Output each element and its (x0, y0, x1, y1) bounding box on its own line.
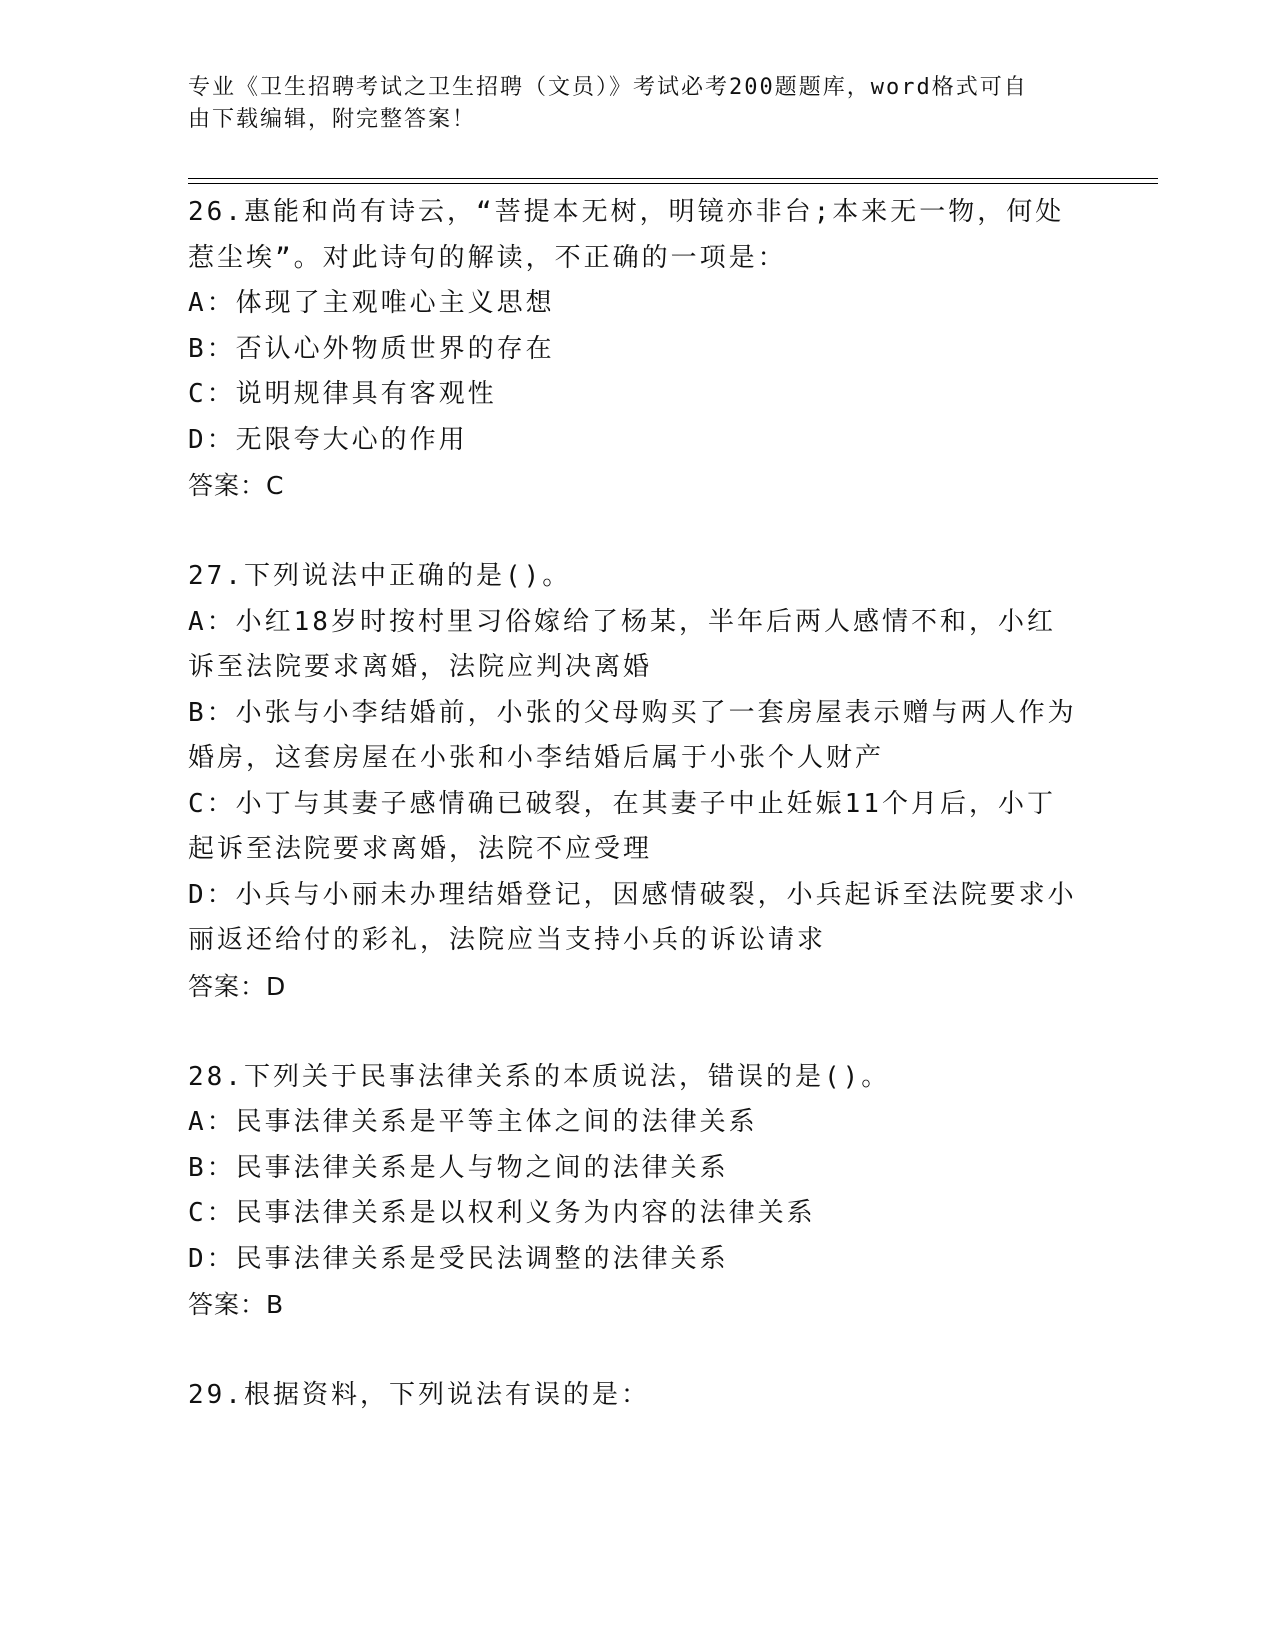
question-26 (188, 190, 1088, 509)
header-line-2: 由下载编辑，附完整答案！ (188, 107, 477, 132)
question-stem-line: 26.惠能和尚有诗云，“菩提本无树，明镜亦非台;本来无一物，何处 (188, 197, 1065, 227)
option-d: D：无限夸大心的作用 (188, 424, 468, 455)
option-d: D：小兵与小丽未办理结婚登记，因感情破裂，小兵起诉至法院要求小 (188, 879, 1077, 910)
question-stem-line: 29.根据资料，下列说法有误的是： (188, 1380, 650, 1410)
option-a: A：小红18岁时按村里习俗嫁给了杨某，半年后两人感情不和，小红 (188, 606, 1056, 637)
question-27 (188, 554, 1088, 1009)
answer: 答案：C (188, 471, 285, 500)
option-c: C：说明规律具有客观性 (188, 379, 497, 409)
option-c-continued: 起诉至法院要求离婚，法院不应受理 (188, 834, 653, 864)
option-a: A：体现了主观唯心主义思想 (188, 288, 555, 318)
option-b: B：否认心外物质世界的存在 (188, 333, 555, 364)
option-d-continued: 丽返还给付的彩礼，法院应当支持小兵的诉讼请求 (188, 925, 827, 955)
option-b: B：小张与小李结婚前，小张的父母购买了一套房屋表示赠与两人作为 (188, 697, 1077, 728)
question-stem-line: 27.下列说法中正确的是()。 (188, 561, 572, 591)
header-divider-top (188, 178, 1158, 179)
question-list (188, 190, 1088, 1419)
option-b-continued: 婚房，这套房屋在小张和小李结婚后属于小张个人财产 (188, 743, 885, 773)
question-28 (188, 1055, 1088, 1328)
option-d: D：民事法律关系是受民法调整的法律关系 (188, 1243, 729, 1274)
option-c: C：小丁与其妻子感情确已破裂，在其妻子中止妊娠11个月后，小丁 (188, 788, 1056, 819)
option-a-continued: 诉至法院要求离婚，法院应判决离婚 (188, 652, 653, 682)
question-stem-line: 28.下列关于民事法律关系的本质说法，错误的是()。 (188, 1061, 891, 1092)
document-header (188, 72, 1068, 136)
question-29 (188, 1373, 1088, 1419)
header-divider-bottom (188, 183, 1158, 184)
question-stem-line: 惹尘埃”。对此诗句的解读，不正确的一项是： (188, 242, 787, 273)
answer: 答案：D (188, 971, 287, 1001)
option-c: C：民事法律关系是以权利义务为内容的法律关系 (188, 1198, 816, 1228)
option-a: A：民事法律关系是平等主体之间的法律关系 (188, 1107, 758, 1137)
option-b: B：民事法律关系是人与物之间的法律关系 (188, 1152, 729, 1183)
answer: 答案：B (188, 1290, 285, 1319)
header-line-1: 专业《卫生招聘考试之卫生招聘（文员）》考试必考200题题库，word格式可自 (188, 75, 1028, 100)
